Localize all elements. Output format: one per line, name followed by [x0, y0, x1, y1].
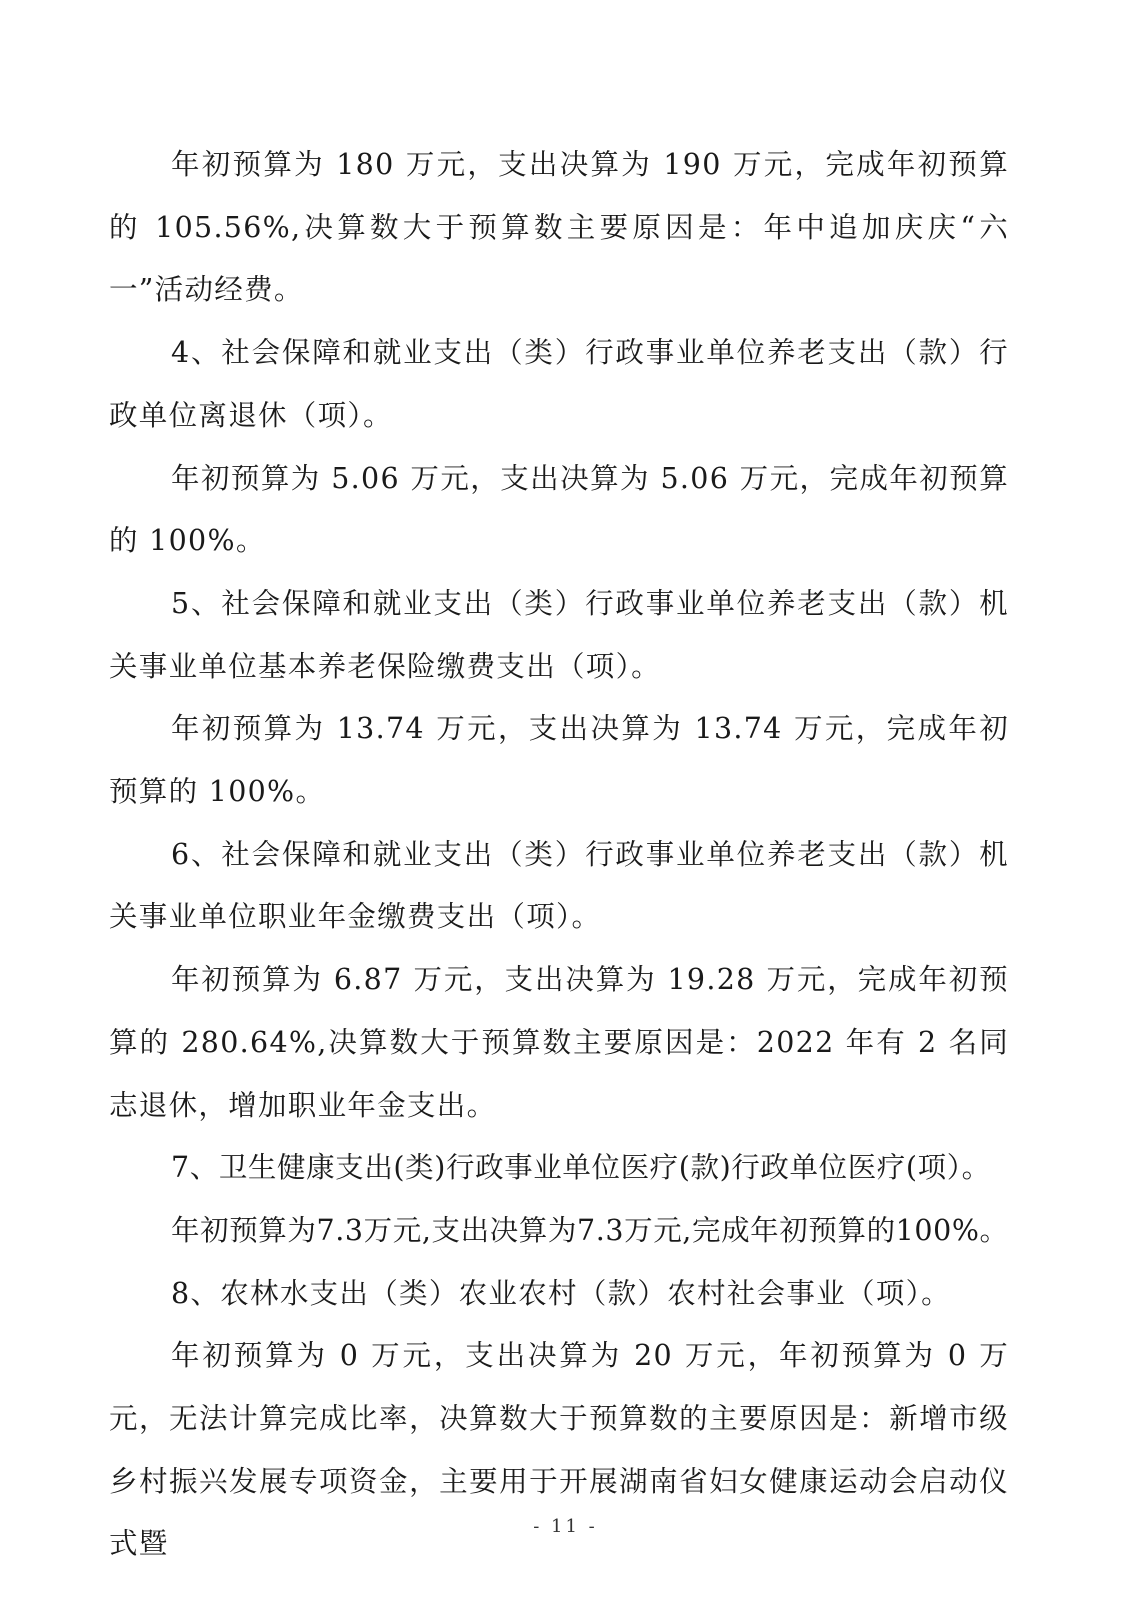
document-body	[109, 134, 1009, 1576]
page-number: - 11 -	[533, 1516, 598, 1537]
paragraph-item-4-detail: 年初预算为 5.06 万元，支出决算为 5.06 万元，完成年初预算的 100%。	[109, 461, 1009, 558]
paragraph-item-7-heading: 7、卫生健康支出(类)行政事业单位医疗(款)行政单位医疗(项）。	[171, 1151, 991, 1185]
paragraph-item-5-detail: 年初预算为 13.74 万元，支出决算为 13.74 万元，完成年初预算的 100%。	[109, 712, 1009, 809]
paragraph-item-7-detail: 年初预算为7.3万元,支出决算为7.3万元,完成年初预算的100%。	[171, 1213, 1009, 1247]
paragraph-item-8-heading: 8、农林水支出（类）农业农村（款）农村社会事业（项）。	[171, 1276, 951, 1310]
paragraph-budget-item-3-detail: 年初预算为 180 万元，支出决算为 190 万元，完成年初预算的 105.56%,决算数大于预算数主要原因是：年中追加庆庆“六一”活动经费。	[109, 148, 1009, 307]
paragraph-item-4-heading: 4、社会保障和就业支出（类）行政事业单位养老支出（款）行政单位离退休（项）。	[109, 336, 1009, 432]
paragraph-item-8-detail: 年初预算为 0 万元，支出决算为 20 万元，年初预算为 0 万元，无法计算完成比率，决算数大于预算数的主要原因是：新增市级乡村振兴发展专项资金，主要用于开展湖南省妇女健康运动会启动仪式暨	[109, 1339, 1009, 1561]
paragraph-item-5-heading: 5、社会保障和就业支出（类）行政事业单位养老支出（款）机关事业单位基本养老保险缴费支出（项）。	[109, 586, 1009, 683]
paragraph-item-6-heading: 6、社会保障和就业支出（类）行政事业单位养老支出（款）机关事业单位职业年金缴费支出（项）。	[109, 837, 1009, 934]
paragraph-item-6-detail: 年初预算为 6.87 万元，支出决算为 19.28 万元，完成年初预算的 280.64%,决算数大于预算数主要原因是：2022 年有 2 名同志退休，增加职业年金支出。	[109, 963, 1009, 1122]
